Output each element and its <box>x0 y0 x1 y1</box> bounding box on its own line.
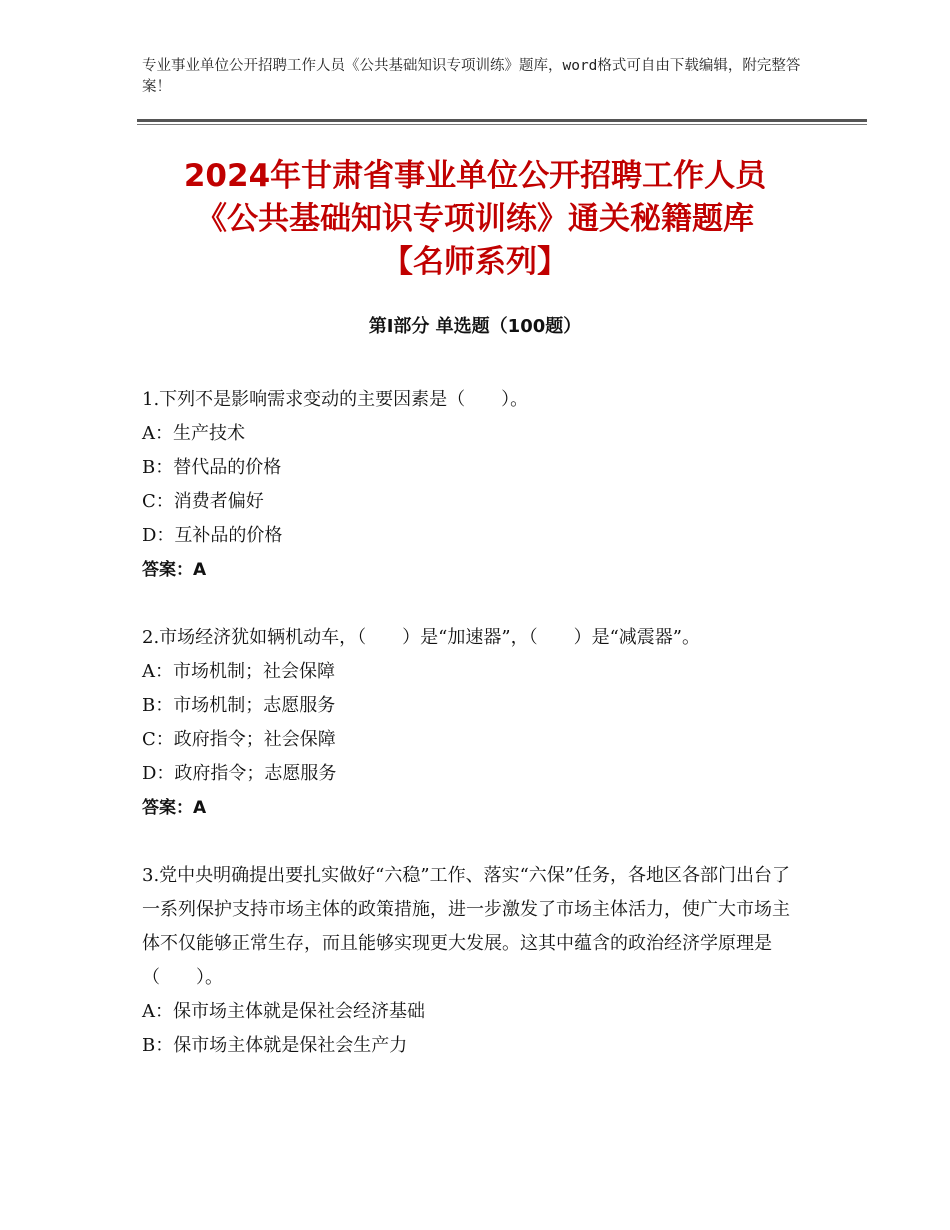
answer: 答案：A <box>142 798 207 818</box>
option-a: A：保市场主体就是保社会经济基础 <box>142 1001 425 1022</box>
question-1 <box>142 383 802 587</box>
option-b: B：保市场主体就是保社会生产力 <box>142 1035 408 1056</box>
option-d: D：政府指令；志愿服务 <box>142 763 337 784</box>
option-b: B：市场机制；志愿服务 <box>142 695 336 716</box>
title-line-3: 【名师系列】 <box>382 244 568 280</box>
header-note: 专业事业单位公开招聘工作人员《公共基础知识专项训练》题库，word格式可自由下载编辑，附完整答案！ <box>142 58 801 95</box>
title-line-1: 2024年甘肃省事业单位公开招聘工作人员 <box>183 158 767 194</box>
option-d: D：互补品的价格 <box>142 525 283 546</box>
option-a: A：生产技术 <box>142 423 245 444</box>
question-2 <box>142 621 802 825</box>
section-title: 第Ⅰ部分 单选题（100题） <box>368 316 582 337</box>
question-stem: 1.下列不是影响需求变动的主要因素是（ ）。 <box>142 389 529 410</box>
question-3 <box>142 859 802 1063</box>
title-line-2: 《公共基础知识专项训练》通关秘籍题库 <box>196 201 754 237</box>
header-divider-thick <box>137 119 867 122</box>
header-divider-thin <box>137 124 867 125</box>
answer: 答案：A <box>142 560 207 580</box>
question-stem: 3.党中央明确提出要扎实做好“六稳”工作、落实“六保”任务，各地区各部门出台了一系列保护支持市场主体的政策措施，进一步激发了市场主体活力，使广大市场主体不仅能够正常生存，而且能够实现更大发展。这其中蕴含的政治经济学原理是（ ）。 <box>142 865 790 988</box>
option-c: C：消费者偏好 <box>142 491 264 512</box>
option-c: C：政府指令；社会保障 <box>142 729 336 750</box>
question-stem: 2.市场经济犹如辆机动车，（ ）是“加速器”，（ ）是“减震器”。 <box>142 627 700 648</box>
question-list <box>142 383 802 1097</box>
option-b: B：替代品的价格 <box>142 457 282 478</box>
option-a: A：市场机制；社会保障 <box>142 661 335 682</box>
document-title <box>137 155 813 284</box>
